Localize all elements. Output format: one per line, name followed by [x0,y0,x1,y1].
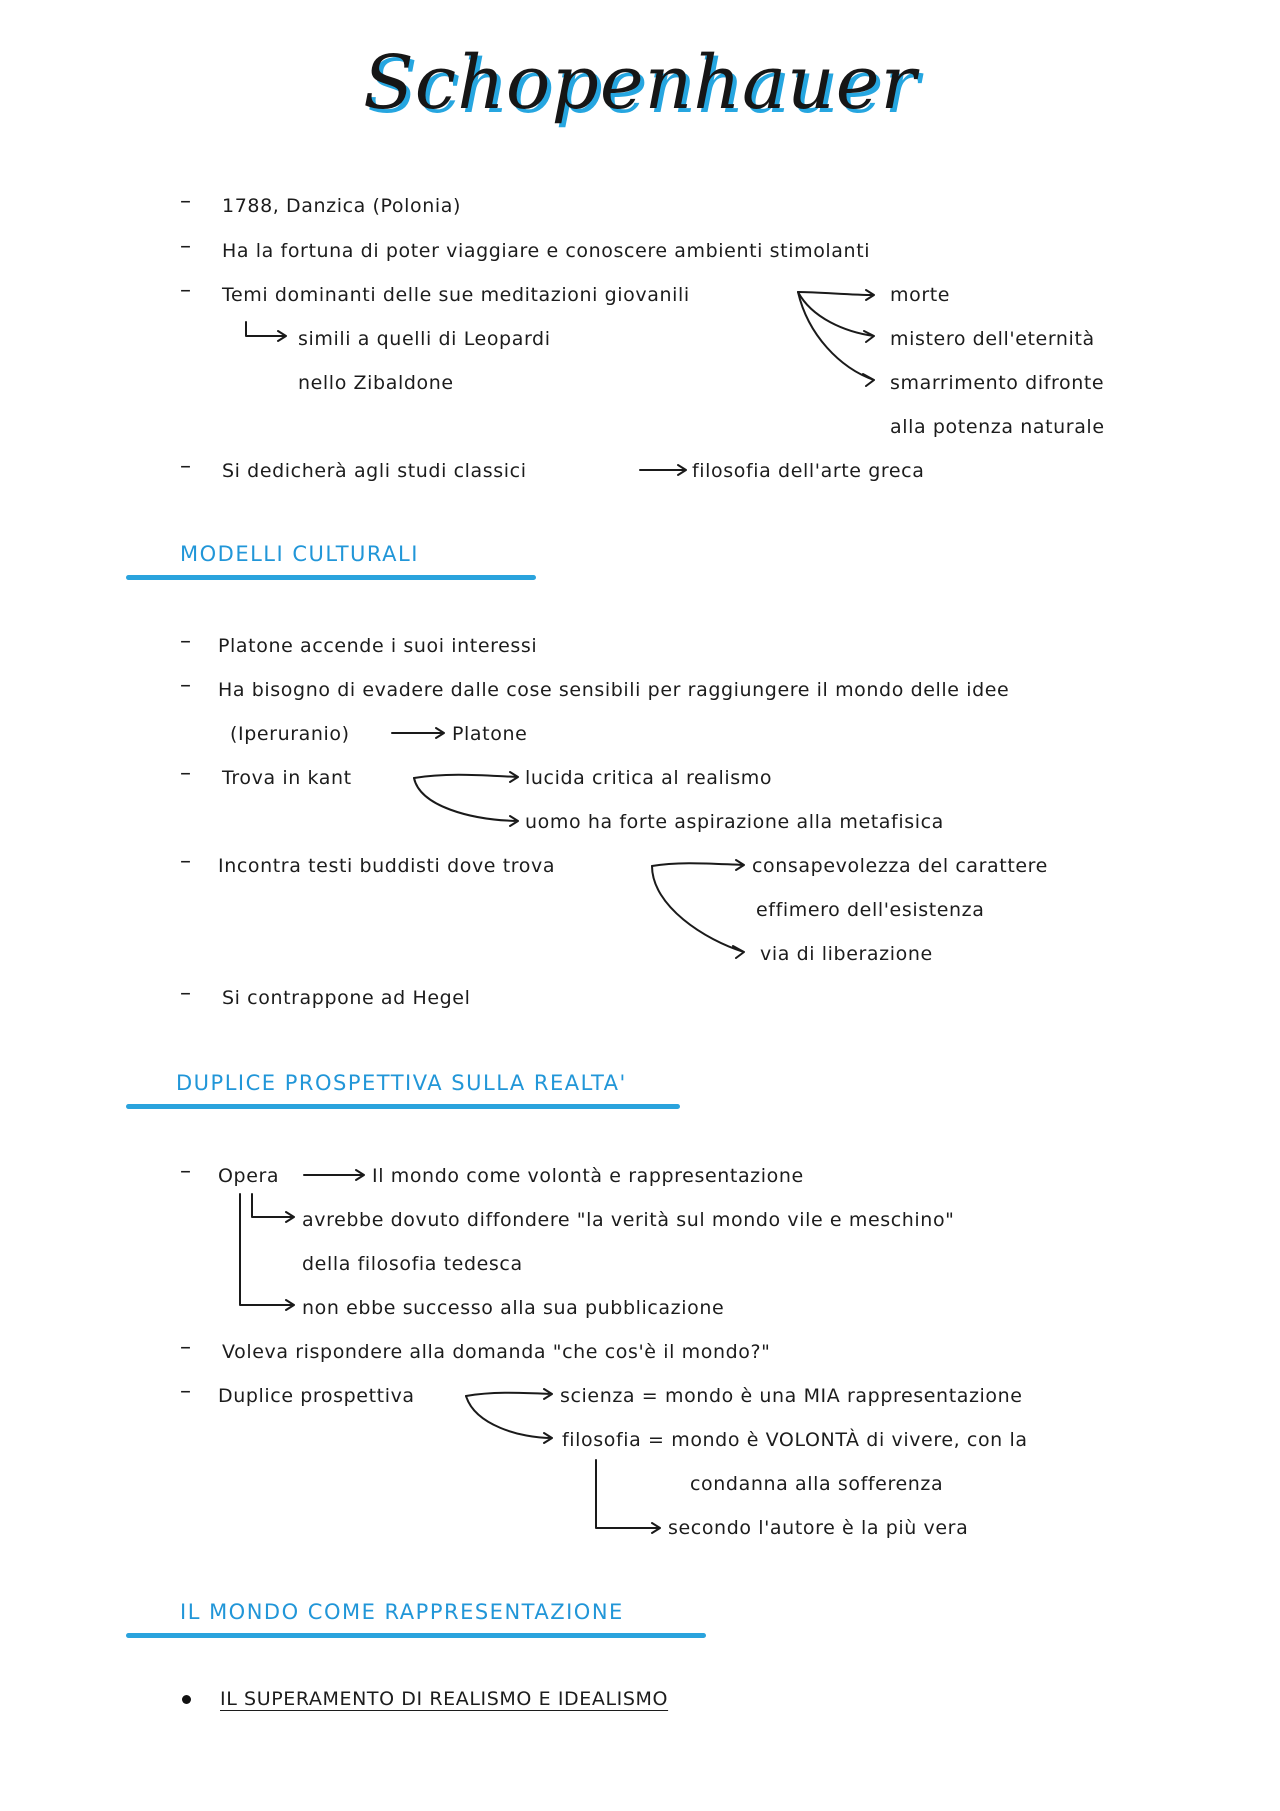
duplice-opera: Opera [218,1165,280,1187]
prospettiva-scienza: scienza = mondo è una MIA rappresentazione [560,1385,1023,1407]
dash-marker: – [180,189,191,214]
page-title: Schopenhauer [363,40,917,126]
heading-underline [126,1104,680,1109]
dash-marker: – [180,234,191,259]
section-heading-mondo: IL MONDO COME RAPPRESENTAZIONE [180,1600,624,1624]
duplice-sub2: non ebbe successo alla sua pubblicazione [302,1297,725,1319]
modelli-iperuranio-target: Platone [452,723,528,745]
prospettiva-filosofia-cont: condanna alla sofferenza [690,1473,944,1495]
arrow-icon [640,465,686,475]
dash-marker: – [180,278,191,303]
duplice-domanda: Voleva rispondere alla domanda "che cos'è il mondo?" [222,1341,771,1363]
duplice-prospettiva: Duplice prospettiva [218,1385,415,1407]
theme-item: smarrimento difronte [890,372,1105,394]
modelli-platone: Platone accende i suoi interessi [218,635,538,657]
buddh-item: consapevolezza del carattere [752,855,1048,877]
section-heading-duplice: DUPLICE PROSPETTIVA SULLA REALTA' [176,1071,627,1095]
arrow-icon [798,290,874,300]
arrow-icon [304,1170,364,1180]
intro-studies-target: filosofia dell'arte greca [692,460,925,482]
buddh-item-cont: effimero dell'esistenza [756,899,985,921]
bullet-dot [182,1695,191,1704]
duplice-opera-target: Il mondo come volontà e rappresentazione [372,1165,804,1187]
dash-marker: – [180,1379,191,1404]
dash-marker: – [180,1159,191,1184]
modelli-hegel: Si contrappone ad Hegel [222,987,471,1009]
arrow-icon [246,322,286,341]
modelli-evadere: Ha bisogno di evadere dalle cose sensibili per raggiungere il mondo delle idee [218,679,1010,701]
theme-item: alla potenza naturale [890,416,1105,438]
heading-underline [126,1633,706,1638]
modelli-kant: Trova in kant [222,767,352,789]
arrow-icon [798,292,874,386]
arrow-icon [414,772,518,782]
arrow-icon [466,1389,552,1399]
dash-marker: – [180,761,191,786]
arrow-icon [240,1194,294,1310]
arrow-icon [596,1460,660,1533]
arrow-icon [466,1396,552,1443]
intro-travel: Ha la fortuna di poter viaggiare e conoscere ambienti stimolanti [222,240,871,262]
dash-marker: – [180,1335,191,1360]
intro-leopardi: simili a quelli di Leopardi [298,328,551,350]
prospettiva-filosofia: filosofia = mondo è VOLONTÀ di vivere, con la [562,1429,1028,1451]
kant-item: uomo ha forte aspirazione alla metafisica [525,811,944,833]
arrow-icon [252,1194,294,1222]
intro-themes: Temi dominanti delle sue meditazioni giovanili [222,284,690,306]
intro-studies: Si dedicherà agli studi classici [222,460,527,482]
arrow-icon [798,292,874,342]
prospettiva-filosofia-note: secondo l'autore è la più vera [668,1517,969,1539]
dash-marker: – [180,454,191,479]
modelli-iperuranio: (Iperuranio) [230,723,350,745]
arrow-icon [652,866,744,958]
section-heading-modelli: MODELLI CULTURALI [180,542,419,566]
arrow-icon [414,778,518,826]
duplice-sub1: avrebbe dovuto diffondere "la verità sul mondo vile e meschino" [302,1209,955,1231]
theme-item: mistero dell'eternità [890,328,1095,350]
dash-marker: – [180,673,191,698]
intro-zibaldone: nello Zibaldone [298,372,454,394]
dash-marker: – [180,981,191,1006]
mondo-superamento: IL SUPERAMENTO DI REALISMO E IDEALISMO [220,1688,669,1710]
buddh-item: via di liberazione [760,943,933,965]
dash-marker: – [180,849,191,874]
kant-item: lucida critica al realismo [525,767,773,789]
intro-birth: 1788, Danzica (Polonia) [222,195,462,217]
arrow-icon [652,860,744,870]
heading-underline [126,575,536,580]
duplice-sub1-cont: della filosofia tedesca [302,1253,523,1275]
modelli-buddhisti: Incontra testi buddisti dove trova [218,855,556,877]
dash-marker: – [180,629,191,654]
arrow-icon [392,728,444,738]
theme-item: morte [890,284,951,306]
